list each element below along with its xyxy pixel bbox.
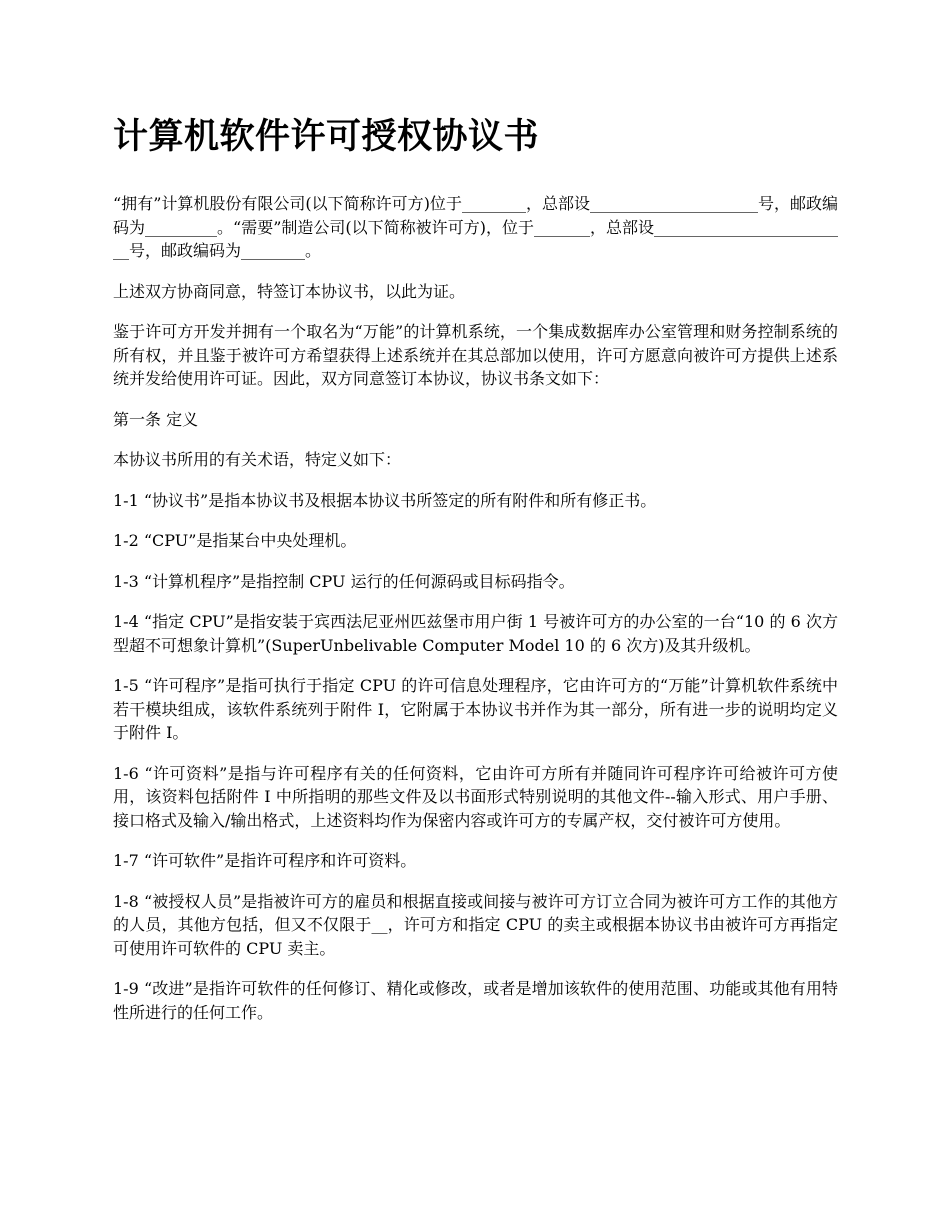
definition-1-7: 1-7 “许可软件”是指许可程序和许可资料。 — [113, 851, 417, 870]
definition-1-9: 1-9 “改进”是指许可软件的任何修订、精化或修改，或者是增加该软件的使用范围、功能或其他有用特性所进行的任何工作。 — [113, 979, 838, 1022]
definition-1-8: 1-8 “被授权人员”是指被许可方的雇员和根据直接或间接与被许可方订立合同为被许可方工作的其他方的人员，其他方包括，但又不仅限于__，许可方和指定 CPU 的卖主或根据本协议书由被许可方再指定可使用许可软件的 CPU 卖主。 — [113, 891, 838, 958]
definition-1-1: 1-1 “协议书”是指本协议书及根据本协议书所签定的所有附件和所有修正书。 — [113, 490, 657, 510]
definition-1-5: 1-5 “许可程序”是指可执行于指定 CPU 的许可信息处理程序，它由许可方的“万能”计算机软件系统中若干模块组成，该软件系统列于附件 I，它附属于本协议书并作为其一部分，所有进一步的说明均定义于附件 I。 — [113, 676, 838, 742]
definition-1-2: 1-2 “CPU”是指某台中央处理机。 — [113, 531, 357, 550]
agreement-statement-paragraph: 上述双方协商同意，特签订本协议书，以此为证。 — [113, 281, 466, 301]
article-one-heading: 第一条 定义 — [113, 409, 199, 429]
definition-1-6: 1-6 “许可资料”是指与许可程序有关的任何资料，它由许可方所有并随同许可程序许可给被许可方使用，该资料包括附件 I 中所指明的那些文件及以书面形式特别说明的其他文件--输入形式、用户手册、接口格式及输入/输出格式，上述资料均作为保密内容或许可方的专属产权，交付被许可方使用。 — [113, 763, 838, 830]
definition-1-3: 1-3 “计算机程序”是指控制 CPU 运行的任何源码或目标码指令。 — [113, 571, 575, 591]
document-title: 计算机软件许可授权协议书 — [113, 117, 540, 157]
recital-paragraph: 鉴于许可方开发并拥有一个取名为“万能”的计算机系统，一个集成数据库办公室管理和财务控制系统的所有权，并且鉴于被许可方希望获得上述系统并在其总部加以使用，许可方愿意向被许可方提供上述系统并发给使用许可证。因此，双方同意签订本协议，协议书条文如下： — [113, 322, 838, 388]
definition-1-4: 1-4 “指定 CPU”是指安装于宾西法尼亚州匹兹堡市用户街 1 号被许可方的办公室的一台“10 的 6 次方型超不可想象计算机”(SuperUnbelivable Computer Model 10 的 6 次方)及其升级机。 — [113, 612, 838, 655]
definitions-intro-paragraph: 本协议书所用的有关术语，特定义如下： — [113, 450, 402, 469]
party-info-paragraph: “拥有”计算机股份有限公司(以下简称许可方)位于________，总部设_____________________号，邮政编码为_________。“需要”制造公司(以下简称被许可方)，位于_______，总部设_________________________号，邮政编码为________。 — [113, 194, 838, 260]
